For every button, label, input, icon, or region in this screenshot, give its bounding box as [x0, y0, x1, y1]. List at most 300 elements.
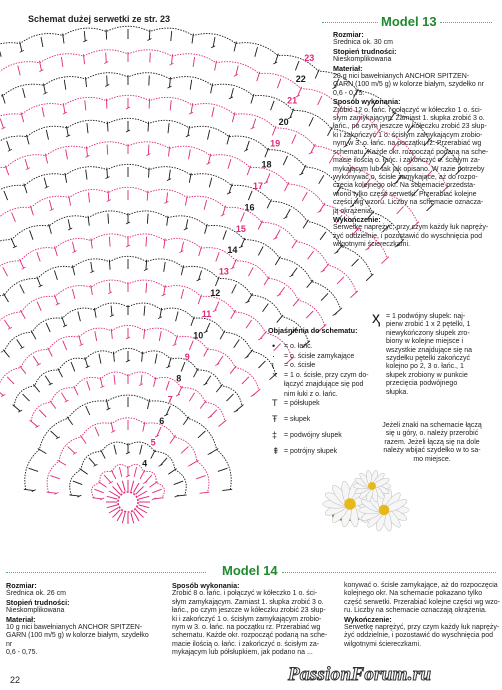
stitch-mark [175, 335, 178, 345]
stitch-mark [258, 247, 263, 256]
stitch-cross [321, 270, 325, 272]
legend-symbol-icon: × [272, 369, 278, 380]
stitch-cross [188, 464, 192, 466]
stitch-mark [106, 99, 107, 109]
text-line: łańc., po czym jeszcze w kółeczku zrobić 23 słup- [333, 123, 487, 131]
chain-arc [0, 325, 259, 390]
stitch-mark [108, 214, 109, 224]
stitch-mark [152, 489, 161, 493]
m14-col3-text [344, 582, 500, 616]
stitch-mark [219, 420, 227, 426]
stitch-mark [69, 495, 79, 496]
stitch-mark [74, 386, 78, 395]
stitch-mark [33, 356, 39, 364]
stitch-mark [275, 230, 280, 239]
text-line: części wg wzoru. Liczby na schemacie oznacza- [333, 199, 484, 207]
model-14-col2 [172, 582, 334, 658]
stitch-mark [186, 219, 188, 229]
model-13-text [333, 31, 495, 250]
stitch-mark [100, 377, 102, 387]
ring-number-label: 15 [235, 223, 246, 234]
stitch-mark [168, 123, 169, 133]
stitch-mark [258, 221, 262, 230]
ring-number-label: 10 [193, 330, 204, 341]
stitch-mark [242, 377, 249, 384]
model-14-col1 [6, 582, 156, 658]
stitch-mark [73, 481, 82, 485]
stitch-mark [266, 173, 270, 182]
stitch-mark [37, 277, 41, 286]
text-line: należy wbijać szydełko w to sa- [383, 447, 481, 455]
text-line: konywać o. ścisłe zamykające, aż do rozpoczęcia [344, 582, 498, 589]
legend-item-text: = o. ścisłe zamykające [284, 352, 355, 360]
stitch-mark [37, 302, 41, 311]
stitch-mark [134, 467, 136, 477]
stitch-mark [216, 252, 219, 261]
stitch-mark [39, 410, 46, 417]
stitch-mark [23, 394, 30, 401]
stitch-mark [159, 331, 161, 341]
stitch-mark [95, 427, 99, 436]
ring-number-label: 23 [304, 52, 315, 63]
stitch-mark [251, 94, 254, 104]
stitch-mark [259, 361, 266, 368]
stitch-mark [24, 489, 34, 490]
stitch-mark [11, 238, 15, 247]
stitch-mark [46, 323, 50, 332]
ring-number-label: 4 [142, 458, 148, 469]
chain-arc [0, 234, 325, 326]
stitch-mark [181, 362, 185, 371]
stitch-mark [303, 220, 308, 228]
ring-number-label: 21 [287, 95, 298, 106]
stitch-mark [192, 34, 193, 44]
stitch-mark [108, 191, 109, 201]
stitch-mark [185, 196, 187, 206]
stitch-mark [3, 293, 8, 302]
stitch-mark [50, 476, 59, 479]
stitch-mark [104, 475, 111, 482]
stitch-mark [176, 312, 179, 322]
stitch-cross [143, 482, 147, 484]
text-line: ki i zakończyć 1 o. ścisłym zamykającym zrobio- [172, 615, 322, 623]
stitch-mark [55, 295, 58, 304]
daisy-center [379, 505, 390, 516]
stitch-mark [25, 159, 28, 169]
stitch-mark [204, 200, 207, 210]
stitch-mark [231, 310, 236, 319]
stitch-mark [50, 401, 56, 409]
center-stitch [112, 510, 120, 518]
m14-stopien-value: Nieskomplikowana [6, 607, 65, 615]
stitch-mark [230, 366, 236, 374]
stitch-mark [85, 100, 86, 110]
stitch-mark [248, 191, 252, 200]
stitch-mark [166, 193, 167, 203]
stitch-mark [86, 170, 87, 180]
text-line: szydełku pętelki zakończyć [386, 355, 471, 363]
text-line: ru. Liczby na schemacie oznaczają okrążenia. [344, 607, 487, 615]
stitch-mark [44, 178, 47, 188]
daisy-center [368, 482, 376, 490]
stitch-mark [267, 199, 271, 208]
stitch-mark [181, 447, 188, 454]
stitch-mark [54, 270, 57, 280]
stitch-mark [86, 406, 90, 415]
stitch-cross [208, 416, 212, 418]
material-text [333, 73, 495, 98]
stitch-mark [205, 376, 211, 384]
center-stitch [134, 512, 140, 522]
stitch-mark [198, 295, 201, 304]
stitch-mark [99, 354, 101, 364]
stitch-mark [292, 240, 297, 248]
legend-symbol-icon: T [272, 398, 278, 408]
stitch-mark [101, 450, 106, 459]
stitch-mark [337, 277, 344, 284]
stitch-mark [91, 262, 93, 272]
stitch-mark [206, 323, 210, 332]
stitch-mark [66, 150, 68, 160]
stitch-mark [94, 489, 103, 493]
stitch-mark [189, 150, 191, 160]
wykonczenie-label: Wykończenie: [333, 214, 381, 224]
stitch-mark [64, 80, 66, 90]
stitch-mark [144, 306, 145, 316]
stitch-mark [80, 435, 86, 443]
stitch-mark [48, 348, 53, 357]
center-stitch [107, 505, 118, 508]
stitch-mark [147, 191, 148, 201]
legend-symbol-icon: Ŧ [272, 414, 278, 424]
stitch-mark [232, 284, 237, 293]
stitch-mark [107, 122, 108, 132]
stitch-mark [223, 230, 226, 239]
stitch-mark [148, 145, 149, 155]
center-stitch [122, 513, 125, 524]
stitch-mark [49, 200, 52, 210]
stitch-mark [174, 481, 183, 485]
stitch-mark [227, 394, 234, 401]
stitch-cross [234, 410, 238, 412]
stitch-mark [0, 119, 3, 129]
stitch-mark [191, 317, 194, 326]
chain-arc [0, 164, 372, 275]
stitch-mark [223, 206, 226, 216]
stitch-mark [335, 308, 342, 315]
stitch-mark [68, 447, 75, 454]
ring-number-label: 6 [159, 416, 165, 426]
stitch-mark [58, 460, 67, 465]
stitch-mark [155, 354, 157, 364]
text-line: biony w kolejne miejsce i [386, 338, 464, 346]
stitch-mark [72, 289, 75, 299]
stitch-mark [42, 107, 44, 117]
stitch-mark [172, 54, 173, 64]
stitch-mark [38, 449, 47, 454]
stitch-mark [20, 259, 24, 268]
legend-special-text [386, 313, 498, 397]
text-line: razem. Jeżeli łączą się na dole [384, 438, 480, 446]
legend-item-text: = potrójny słupek [284, 448, 338, 455]
stitch-mark [73, 242, 75, 252]
stitch-mark [20, 284, 25, 293]
stitch-cross [333, 314, 337, 316]
stitch-cross [208, 453, 212, 455]
stitch-mark [89, 458, 96, 466]
stitch-mark [49, 224, 52, 234]
stitch-mark [4, 320, 10, 328]
center-stitch [138, 508, 148, 514]
stitch-mark [246, 141, 249, 151]
stitch-mark [321, 293, 328, 300]
stitch-mark [178, 386, 182, 395]
stitch-mark [205, 224, 208, 234]
stitch-mark [106, 399, 108, 409]
text-line: Zrobić 8 o. łańc. i połączyć w kółeczko 1 o. ści- [172, 590, 318, 598]
text-line: Serwetkę naprężyć, przy czym każdy łuk napręży- [344, 624, 500, 632]
stitch-mark [2, 94, 5, 104]
ring-number-label: 17 [253, 181, 264, 191]
stitch-mark [166, 406, 170, 415]
center-stitch [117, 483, 123, 493]
stitch-mark [189, 341, 193, 350]
stitch-mark [275, 54, 278, 63]
ring-number-label: 16 [244, 202, 255, 213]
stitch-cross [109, 482, 113, 484]
stitch-mark [150, 53, 151, 63]
stitch-mark [190, 80, 192, 90]
stitch-mark [298, 87, 302, 96]
text-line: wszystkie znajdujące się na [386, 346, 472, 354]
text-line: ki i zakończyć 1 o. ścisłym zamykającym zrobio- [333, 131, 483, 139]
stitch-mark [279, 287, 285, 295]
ring-number-label: 9 [184, 351, 190, 362]
stitch-mark [55, 246, 58, 256]
stitch-mark [30, 420, 38, 426]
ring-number-label: 11 [201, 309, 212, 320]
center-stitch [117, 512, 123, 522]
text-line: kolejnego okr. Na schemacie pokazano tylko [344, 590, 483, 598]
stitch-mark [277, 315, 283, 323]
chain-arc [0, 187, 356, 292]
stitch-mark [61, 393, 66, 402]
text-line: Zrobić 12 o. łańc. i połączyć w kółeczko 1 o. ści- [333, 106, 483, 114]
stitch-mark [234, 340, 240, 348]
text-line: macie ilością o. łańc. i zakończyć o. ścisłym za- [172, 640, 320, 648]
text-line: Jeżeli znaki na schemacie łączą [382, 422, 482, 429]
stitch-mark [107, 145, 108, 155]
sposob-label: Sposób wykonania: [333, 97, 401, 107]
text-line: wilgotnymi ściereczkami. [344, 640, 422, 648]
stitch-mark [109, 237, 110, 247]
text-line: żyć oddzielnie, i pozostawić do wyschnięcia pod [333, 232, 483, 240]
center-stitch [134, 483, 140, 493]
stitch-mark [241, 238, 245, 247]
stitch-cross [94, 464, 98, 466]
m14-rozmiar-value: Średnica ok. 26 cm [6, 590, 66, 598]
text-line: niewykończony słupek zro- [386, 329, 470, 337]
stitch-mark [200, 492, 210, 493]
stitch-mark [306, 311, 313, 318]
stitch-mark [170, 100, 171, 110]
stitch-mark [319, 175, 324, 184]
stitch-mark [328, 127, 333, 136]
text-line: = 1 podwójny słupek: naj- [386, 313, 466, 320]
stitch-mark [181, 289, 184, 299]
stitch-mark [199, 270, 202, 280]
m14-rozmiar-label: Rozmiar: [6, 581, 37, 590]
text-line: macie ilością o. łańc. i zakończyć o. ścisłym za- [333, 157, 481, 165]
stitch-mark [20, 366, 26, 374]
stitch-mark [95, 331, 97, 341]
m14-material-label: Materiał: [6, 614, 36, 624]
stitch-mark [309, 117, 313, 126]
stitch-mark [31, 331, 36, 340]
stitch-mark [61, 57, 63, 67]
m14-wykonczenie-label: Wykończenie: [344, 614, 392, 624]
stitch-mark [170, 435, 176, 443]
stitch-mark [92, 498, 102, 499]
m14-sposob-label: Sposób wykonania: [172, 581, 240, 590]
text-line: słupek zrobiony w punkcie [386, 371, 468, 379]
stitch-mark [98, 482, 106, 488]
stitch-mark [18, 66, 20, 76]
legend-symbol-icon: • [272, 341, 276, 351]
legend-title: Objaśnienia do schematu: [268, 326, 358, 335]
stitch-mark [210, 410, 217, 417]
stitch-mark [67, 417, 73, 425]
stitch-mark [200, 401, 206, 409]
stitch-mark [106, 53, 107, 63]
text-line: 0,6 - 0,75. [333, 89, 365, 97]
page-number: 22 [10, 675, 21, 685]
center-stitch [112, 486, 120, 494]
stitch-mark [72, 265, 74, 275]
stitch-mark [88, 193, 89, 203]
model-13-title: Model 13 [381, 14, 437, 29]
stitch-mark [208, 130, 210, 140]
text-line: 0,6 - 0,75. [6, 649, 38, 657]
stitch-mark [87, 381, 90, 391]
legend-item-text: = słupek [284, 416, 311, 423]
stitch-mark [119, 467, 121, 477]
stitch-mark [47, 492, 57, 493]
stitch-mark [253, 119, 256, 129]
legend-symbol-icon: ⇞ [272, 446, 280, 456]
stitch-mark [33, 384, 39, 392]
m14-wykonczenie-text [344, 624, 500, 649]
stitch-mark [286, 209, 291, 218]
stitch-mark [283, 156, 287, 165]
text-line: słupka. [386, 388, 409, 396]
text-line: przecięcia podwójnego [386, 380, 458, 388]
text-line: mykającym lub tak jak opisano. W razie potrzeby [333, 165, 485, 173]
stitch-mark [149, 482, 157, 488]
stitch-mark [111, 306, 112, 316]
stitch-mark [114, 445, 116, 455]
stitch-mark [181, 242, 183, 252]
stitch-mark [301, 165, 306, 174]
stitch-mark [87, 123, 88, 133]
stitch-mark [218, 468, 228, 471]
stitch-mark [111, 470, 116, 479]
stitch-mark [29, 468, 38, 471]
legend-item-text: = o. łańc. [284, 343, 313, 350]
stitch-mark [204, 348, 209, 357]
stitch-mark [323, 264, 329, 272]
stitch-mark [292, 135, 296, 144]
text-line: wiono tylko część serwetki. Przerabiać kolejne [333, 190, 477, 198]
stitch-mark [382, 257, 389, 264]
stitch-mark [265, 148, 269, 157]
stitch-mark [106, 30, 107, 40]
stitch-mark [320, 232, 326, 240]
text-line: nym w 3. o. łańc. na początku rz. Przerabiać wg [172, 624, 321, 632]
m14-sposob-text [172, 590, 334, 657]
text-line: wykonywać o. ścisłe zamykające, aż do rozpo- [333, 173, 478, 181]
stitch-mark [232, 259, 236, 268]
stitch-mark [315, 69, 319, 78]
text-line: słym zamykającym. Zamiast 1. słupka zrobić 3 o. [172, 598, 324, 606]
stitch-mark [58, 368, 63, 377]
stitch-mark [308, 251, 314, 259]
center-stitch [136, 486, 144, 494]
stitch-mark [146, 283, 147, 293]
stitch-mark [30, 230, 33, 239]
chain-arc [0, 256, 308, 342]
stitch-mark [157, 427, 161, 436]
stitch-mark [263, 304, 269, 312]
stitch-mark [264, 277, 269, 286]
text-line: mo miejsce. [413, 455, 451, 463]
stitch-mark [109, 283, 110, 293]
legend-item-text: nim łuki z o. łańc. [284, 390, 338, 398]
text-line: słym zamykającym. Zamiast 1. słupka zrobić 3 o. [333, 115, 485, 123]
ring-number-label: 5 [150, 437, 156, 448]
text-line: 20 g nici bawełnianych ANCHOR SPITZEN- [333, 73, 470, 81]
legend-note [372, 422, 492, 464]
stitch-mark [248, 293, 253, 302]
material-label: Materiał: [333, 63, 363, 73]
stitch-mark [4, 191, 8, 200]
stitch-mark [147, 214, 148, 224]
legend-special-icon: ҳ [372, 310, 380, 327]
stitch-mark [144, 329, 145, 339]
stitch-mark [146, 237, 147, 247]
stitch-mark [148, 122, 149, 132]
stitch-mark [0, 47, 1, 57]
stitch-mark [246, 320, 252, 328]
stitch-mark [271, 101, 275, 110]
stitch-mark [290, 109, 294, 118]
stitch-mark [302, 192, 307, 201]
text-line: nym w 3. o. łańc. na początku rz. Przerabiać wg [333, 140, 482, 148]
stitch-mark [78, 312, 81, 322]
legend-symbol-icon: ɩ [272, 360, 274, 370]
stitch-mark [46, 130, 48, 140]
stitch-mark [140, 445, 142, 455]
stitch-mark [198, 431, 205, 438]
stitch-mark [114, 375, 115, 385]
ring-number-label: 8 [176, 373, 182, 384]
stitch-mark [140, 470, 145, 479]
chain-arc [0, 303, 276, 374]
stitch-mark [231, 88, 234, 98]
stitch-mark [164, 262, 166, 272]
center-stitch [136, 510, 144, 518]
stitch-mark [249, 267, 254, 276]
